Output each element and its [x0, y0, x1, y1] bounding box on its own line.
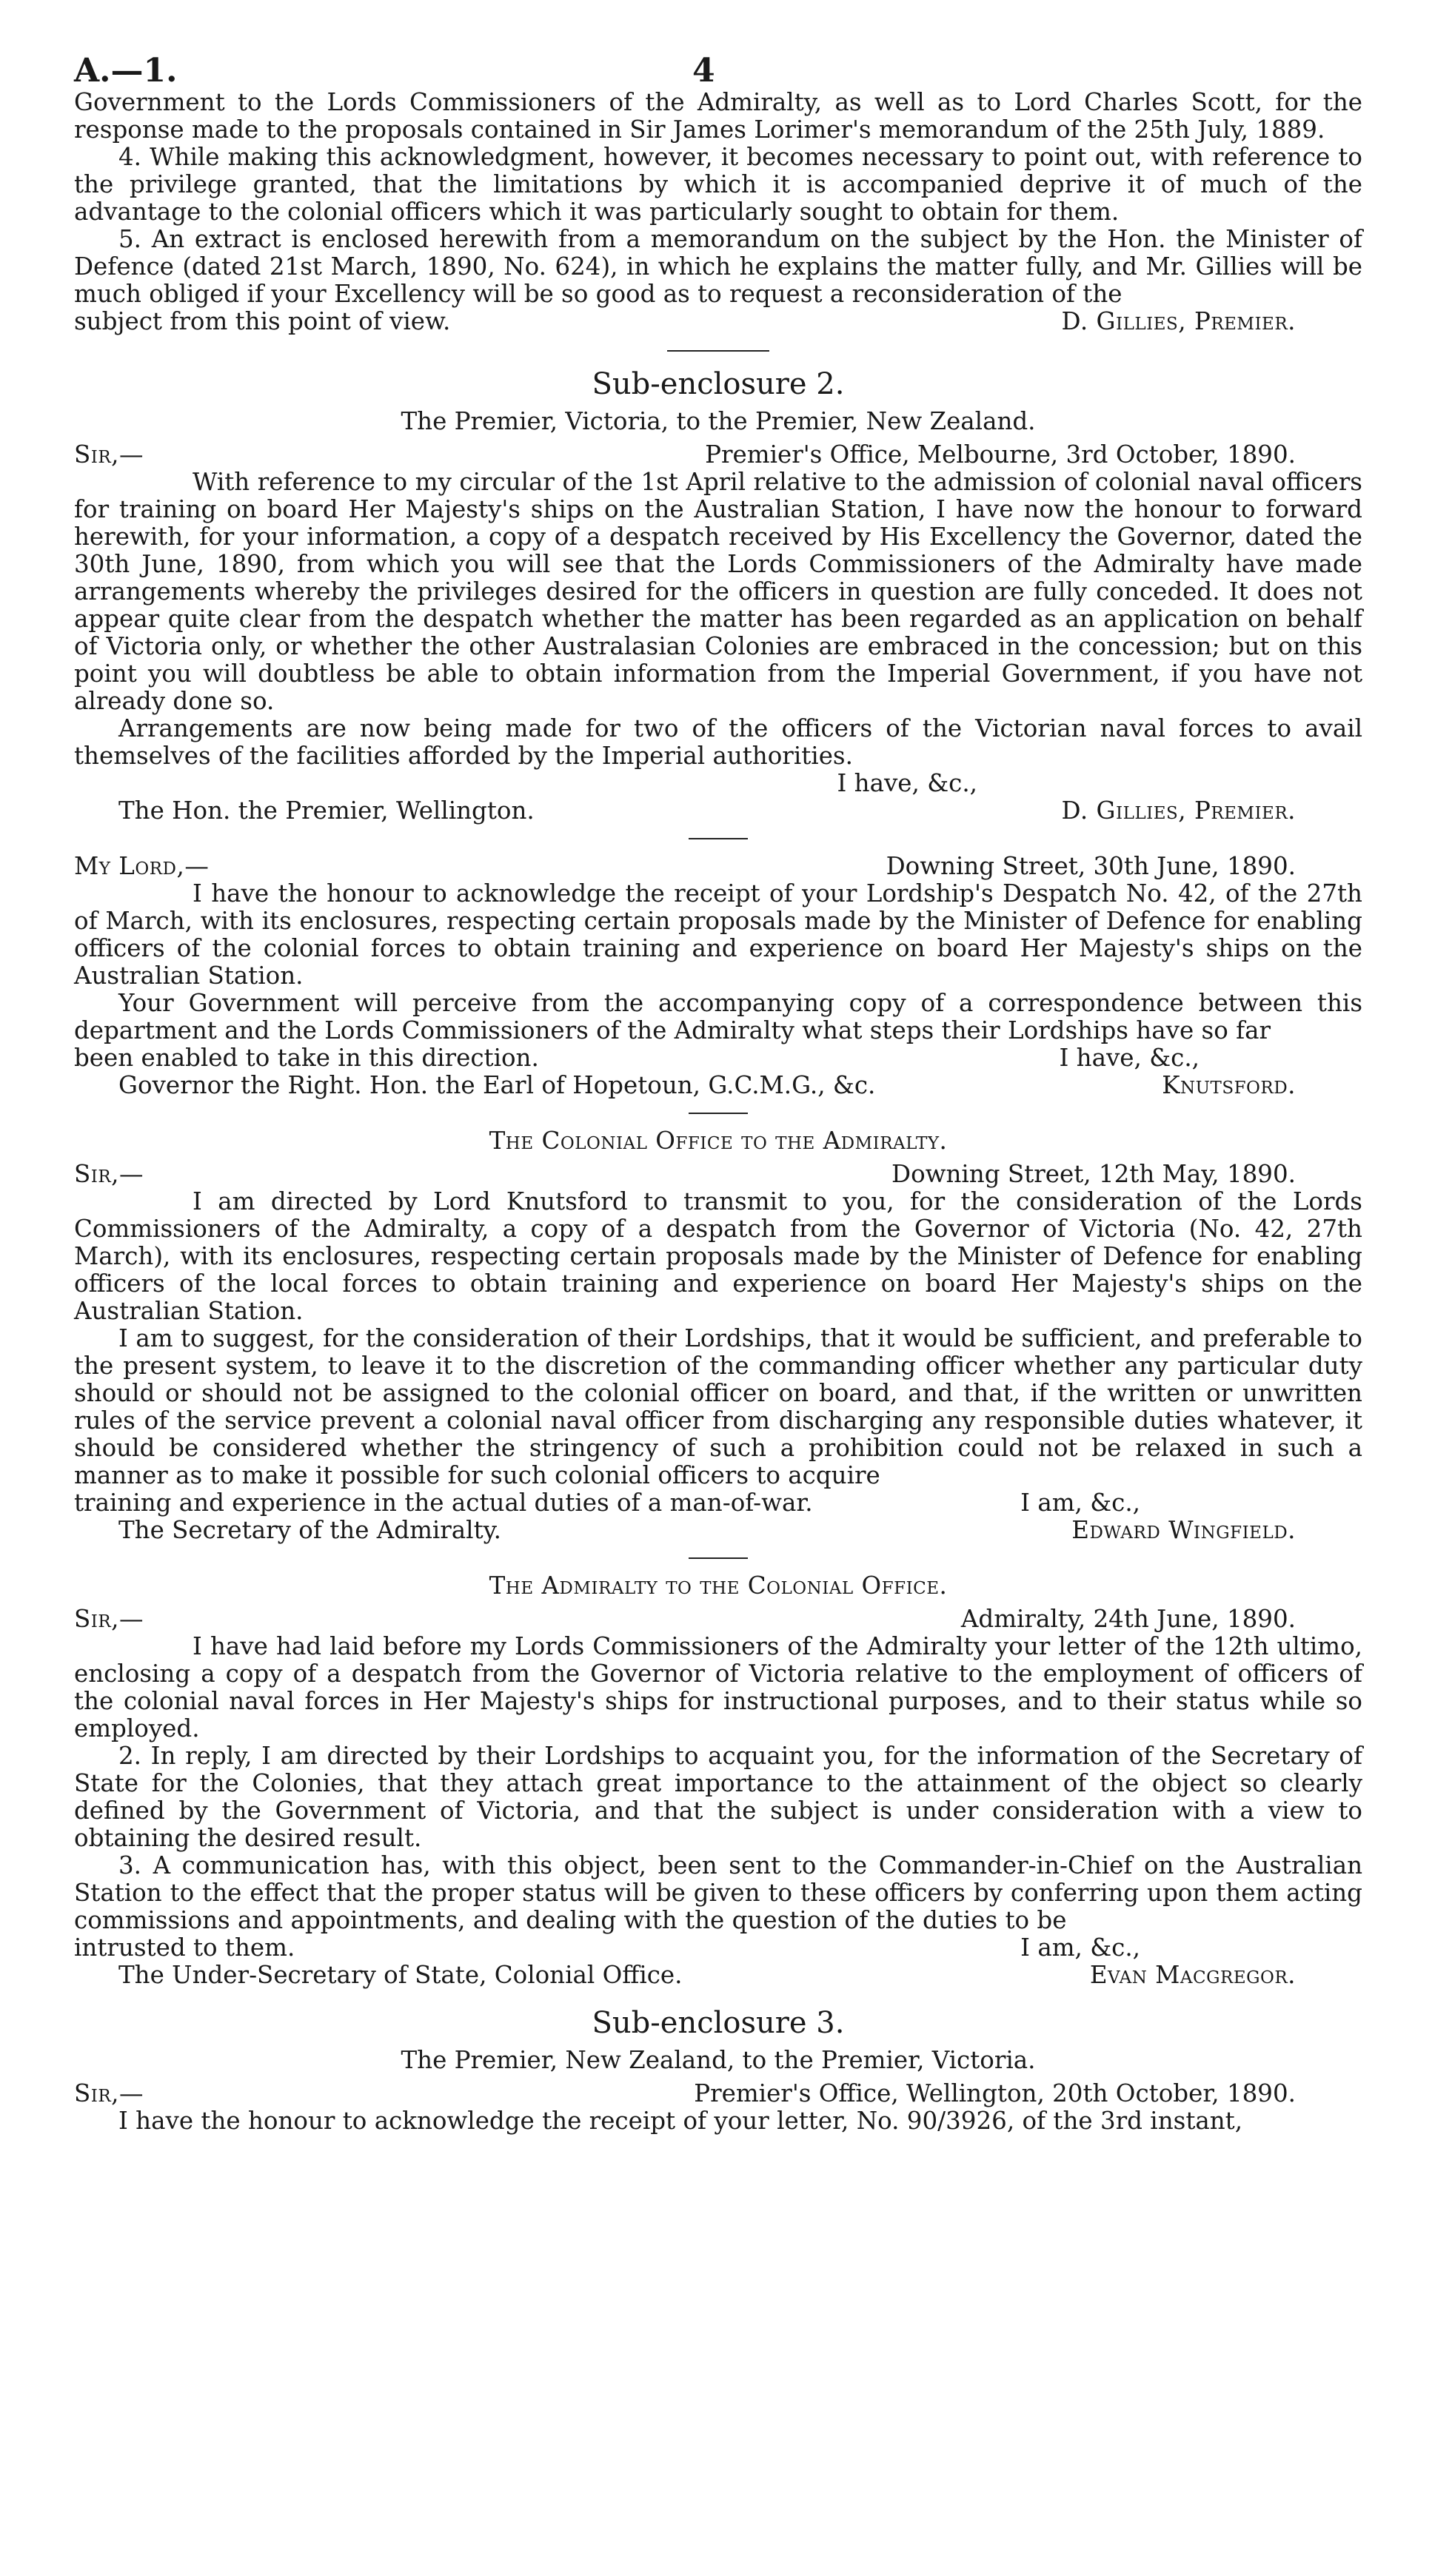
- sub-enclosure-2: [74, 366, 1362, 825]
- place-date: Premier's Office, Wellington, 20th October, 1890.: [694, 2079, 1296, 2107]
- signature: Edward Wingfield.: [1071, 1516, 1296, 1544]
- closing-line: [74, 770, 1362, 797]
- letter-admiralty: [74, 1572, 1362, 1989]
- section-heading: Sub-enclosure 2.: [592, 367, 845, 401]
- closing: I am, &c.,: [1020, 1489, 1140, 1517]
- closing: I have, &c.,: [837, 769, 977, 797]
- section-heading: Sub-enclosure 3.: [592, 2006, 845, 2040]
- addressee: Governor the Right. Hon. the Earl of Hopetoun, G.C.M.G., &c.: [118, 1071, 876, 1099]
- closing: I am, &c.,: [1020, 1933, 1140, 1962]
- paragraph-end: intrusted to them.: [74, 1933, 295, 1962]
- salutation: Sir,—: [74, 1160, 144, 1188]
- paragraph: 4. While making this acknowledgment, however, it becomes necessary to point out, with reference to the privilege granted, that the limitations by which it is accompanied deprive it of much of the advantage to the colonial officers which it was particularly sought to obtain for them.: [74, 143, 1362, 226]
- paragraph: With reference to my circular of the 1st April relative to the admission of colonial naval officers for training on board Her Majesty's ships on the Australian Station, I have now the honour to forward herewith, for your information, a copy of a despatch received by His Excellency the Governor, dated the 30th June, 1890, from which you will see that the Lords Commissioners of the Admiralty have made arrangements whereby the privileges desired for the officers in question are fully conceded. It does not appear quite clear from the despatch whether the matter has been regarded as an application on behalf of Victoria only, or whether the other Australasian Colonies are embraced in the concession; but on this point you will doubtless be able to obtain information from the Imperial Government, if you have not already done so.: [74, 468, 1362, 715]
- page-header: [74, 0, 1362, 89]
- paragraph: Your Government will perceive from the accompanying copy of a correspondence between this department and the Lords Commissioners of the Admiralty what steps their Lordships have so far: [74, 989, 1362, 1044]
- closing: I have, &c.,: [1059, 1044, 1200, 1072]
- paragraph: 3. A communication has, with this object, been sent to the Commander-in-Chief on the Australian Station to the effect that the proper status will be given to these officers by conferring upon them acting commissions and appointments, and dealing with the question of the duties to be: [74, 1851, 1362, 1934]
- paragraph: I am directed by Lord Knutsford to transmit to you, for the consideration of the Lords Commissioners of the Admiralty, a copy of a despatch from the Governor of Victoria (No. 42, 27th March), with its enclosures, respecting certain proposals made by the Minister of Defence for enabling officers of the local forces to obtain training and experience on board Her Majesty's ships on the Australian Station.: [74, 1187, 1362, 1325]
- paragraph: I am to suggest, for the consideration of their Lordships, that it would be sufficient, and preferable to the present system, to leave it to the discretion of the commanding officer whether any particular duty should or should not be assigned to the colonial officer on board, and that, if the written or unwritten rules of the service prevent a colonial naval officer from discharging any responsible duties whatever, it should be considered whether the stringency of such a prohibition could not be relaxed in such a manner as to make it possible for such colonial officers to acquire: [74, 1324, 1362, 1489]
- paragraph: 5. An extract is enclosed herewith from a memorandum on the subject by the Hon. the Minister of Defence (dated 21st March, 1890, No. 624), in which he explains the matter fully, and Mr. Gillies will be much obliged if your Excellency will be so good as to request a reconsideration of the: [74, 225, 1362, 308]
- letter-title: The Colonial Office to the Admiralty.: [489, 1127, 948, 1155]
- page-number: 4: [692, 52, 715, 90]
- addressee: The Under-Secretary of State, Colonial Office.: [118, 1961, 683, 1989]
- divider: [667, 350, 769, 352]
- closing-line: [74, 1489, 1362, 1517]
- letter-title: The Premier, Victoria, to the Premier, New Zealand.: [401, 407, 1036, 435]
- place-date: Premier's Office, Melbourne, 3rd October, 1890.: [705, 440, 1296, 469]
- paragraph: I have the honour to acknowledge the receipt of your letter, No. 90/3926, of the 3rd instant,: [118, 2107, 1243, 2135]
- paragraph-end: training and experience in the actual duties of a man-of-war.: [74, 1489, 813, 1517]
- paragraph: Arrangements are now being made for two of the officers of the Victorian naval forces to avail themselves of the facilities afforded by the Imperial authorities.: [74, 714, 1362, 770]
- letter-title: The Premier, New Zealand, to the Premier, Victoria.: [401, 2046, 1036, 2074]
- salutation-row: [74, 853, 1362, 880]
- salutation-row: [74, 441, 1362, 469]
- closing-line: [74, 1044, 1362, 1072]
- salutation: My Lord,—: [74, 852, 210, 880]
- paragraph-end: been enabled to take in this direction.: [74, 1044, 539, 1072]
- letter-title: The Admiralty to the Colonial Office.: [489, 1572, 948, 1600]
- closing-line: [74, 308, 1362, 335]
- letter-colonial-office: [74, 1127, 1362, 1544]
- divider: [689, 838, 748, 839]
- addressee-line: [74, 1517, 1362, 1544]
- salutation-row: [74, 2080, 1362, 2107]
- addressee-line: [74, 1962, 1362, 1989]
- salutation-row: [74, 1606, 1362, 1633]
- paragraph: I have the honour to acknowledge the receipt of your Lordship's Despatch No. 42, of the 27th of March, with its enclosures, respecting certain proposals made by the Minister of Defence for enabling officers of the colonial forces to obtain training and experience on board Her Majesty's ships on the Australian Station.: [74, 879, 1362, 990]
- signature: Evan Macgregor.: [1089, 1961, 1296, 1989]
- document-page: [74, 0, 1362, 2576]
- salutation: Sir,—: [74, 1605, 144, 1633]
- closing-line: [74, 1934, 1362, 1962]
- series-number: A.—1.: [74, 52, 178, 90]
- paragraph: 2. In reply, I am directed by their Lordships to acquaint you, for the information of the Secretary of State for the Colonies, that they attach great importance to the attainment of the object so clearly defined by the Government of Victoria, and that the subject is under consideration with a view to obtaining the desired result.: [74, 1742, 1362, 1852]
- addressee-line: [74, 1072, 1362, 1099]
- addressee-line: [74, 797, 1362, 825]
- salutation: Sir,—: [74, 2079, 144, 2107]
- place-date: Admiralty, 24th June, 1890.: [960, 1605, 1296, 1633]
- salutation: Sir,—: [74, 440, 144, 469]
- paragraph: I have had laid before my Lords Commissioners of the Admiralty your letter of the 12th ultimo, enclosing a copy of a despatch from the Governor of Victoria relative to the employment of officers of the colonial naval forces in Her Majesty's ships for instructional purposes, and to their status while so employed.: [74, 1632, 1362, 1743]
- divider: [689, 1113, 748, 1114]
- place-date: Downing Street, 30th June, 1890.: [886, 852, 1296, 880]
- intro-letter: [74, 89, 1362, 335]
- addressee: The Secretary of the Admiralty.: [118, 1516, 502, 1544]
- addressee: The Hon. the Premier, Wellington.: [118, 796, 535, 825]
- paragraph: Government to the Lords Commissioners of the Admiralty, as well as to Lord Charles Scott, for the response made to the proposals contained in Sir James Lorimer's memorandum of the 25th July, 1889.: [74, 88, 1362, 144]
- signature: D. Gillies, Premier.: [1061, 307, 1296, 335]
- signature: Knutsford.: [1162, 1071, 1296, 1099]
- divider: [689, 1557, 748, 1559]
- sub-enclosure-3: [74, 2005, 1362, 2135]
- paragraph-end: subject from this point of view.: [74, 307, 451, 335]
- place-date: Downing Street, 12th May, 1890.: [891, 1160, 1296, 1188]
- letter-downing-street: [74, 853, 1362, 1099]
- document-body: [74, 89, 1362, 2135]
- salutation-row: [74, 1161, 1362, 1188]
- signature: D. Gillies, Premier.: [1061, 796, 1296, 825]
